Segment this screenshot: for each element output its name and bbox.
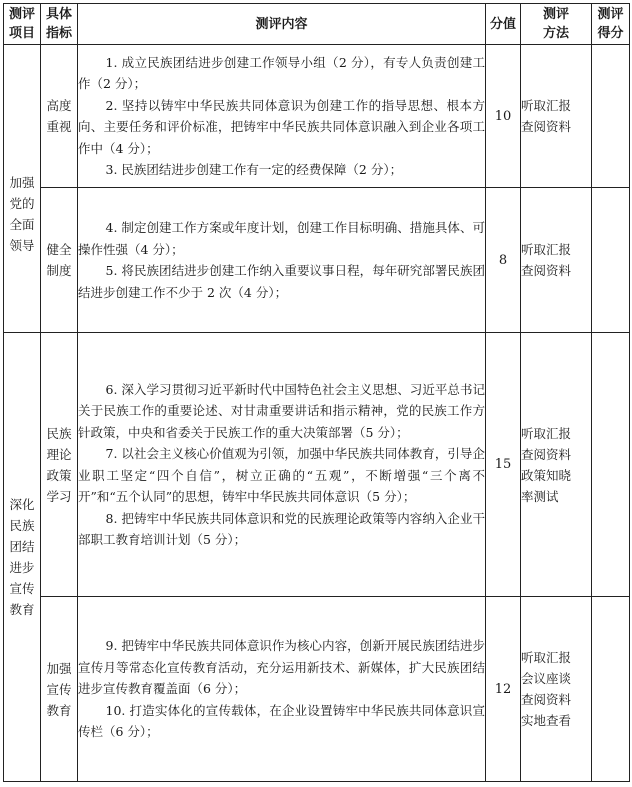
content-line: 3. 民族团结进步创建工作有一定的经费保障（2 分）；	[105, 162, 403, 177]
table-row	[4, 597, 630, 782]
indicator-cell: 健全制度	[41, 188, 78, 333]
method-cell: 听取汇报查阅资料	[521, 188, 592, 333]
header-method: 测评方法	[521, 4, 592, 45]
content-line: 5. 将民族团结进步创建工作纳入重要议事日程，每年研究部署民族团结进步创建工作不少于 2 次（4 分）；	[78, 263, 485, 300]
item-cell: 深化民族团结进步宣传教育	[4, 333, 41, 782]
method-cell: 听取汇报查阅资料	[521, 45, 592, 188]
content-line: 10. 打造实体化的宣传载体，在企业设置铸牢中华民族共同体意识宣传栏（6 分）；	[78, 702, 485, 740]
score-cell: 10	[486, 45, 521, 188]
content-cell	[78, 45, 486, 188]
result-cell[interactable]	[592, 45, 630, 188]
header-item: 测评项目	[4, 4, 41, 45]
result-cell[interactable]	[592, 597, 630, 782]
result-cell[interactable]	[592, 333, 630, 597]
content-cell	[78, 597, 486, 782]
item-cell: 加强党的全面领导	[4, 45, 41, 333]
table-row	[4, 188, 630, 333]
content-cell	[78, 333, 486, 597]
indicator-cell: 高度重视	[41, 45, 78, 188]
table-row	[4, 333, 630, 597]
content-line: 8. 把铸牢中华民族共同体意识和党的民族理论政策等内容纳入企业干部职工教育培训计划（5 分）；	[78, 510, 485, 547]
score-cell: 12	[486, 597, 521, 782]
content-line: 9. 把铸牢中华民族共同体意识作为核心内容，创新开展民族团结进步宣传月等常态化宣传教育活动，充分运用新技术、新媒体，扩大民族团结进步宣传教育覆盖面（6 分）；	[78, 638, 485, 697]
evaluation-table-container	[3, 3, 630, 782]
method-cell: 听取汇报查阅资料政策知晓率测试	[521, 333, 592, 597]
indicator-cell: 民族理论政策学习	[41, 333, 78, 597]
header-result: 测评得分	[592, 4, 630, 45]
header-score: 分值	[486, 4, 521, 45]
indicator-cell: 加强宣传教育	[41, 597, 78, 782]
evaluation-table	[3, 3, 630, 782]
content-line: 2. 坚持以铸牢中华民族共同体意识为创建工作的指导思想、根本方向、主要任务和评价标准，把铸牢中华民族共同体意识融入到企业各项工作中（4 分）；	[78, 97, 485, 156]
header-indicator: 具体指标	[41, 4, 78, 45]
content-line: 6. 深入学习贯彻习近平新时代中国特色社会主义思想、习近平总书记关于民族工作的重要论述、对甘肃重要讲话和指示精神，党的民族工作方针政策，中央和省委关于民族工作的重大决策部署（5 分）；	[78, 381, 485, 440]
content-cell	[78, 188, 486, 333]
content-line: 4. 制定创建工作方案或年度计划，创建工作目标明确、措施具体、可操作性强（4 分）；	[78, 220, 485, 257]
content-line: 7. 以社会主义核心价值观为引领，加强中华民族共同体教育，引导企业职工坚定“四个自信”，树立正确的“五观”，不断增强“三个离不开”和“五个认同”的思想，铸牢中华民族共同体意识（5 分）；	[78, 446, 485, 504]
method-cell: 听取汇报会议座谈查阅资料实地查看	[521, 597, 592, 782]
content-line: 1. 成立民族团结进步创建工作领导小组（2 分），有专人负责创建工作（2 分）；	[78, 54, 485, 91]
score-cell: 8	[486, 188, 521, 333]
header-content: 测评内容	[78, 4, 486, 45]
score-cell: 15	[486, 333, 521, 597]
table-row	[4, 45, 630, 188]
header-row	[4, 4, 630, 45]
result-cell[interactable]	[592, 188, 630, 333]
